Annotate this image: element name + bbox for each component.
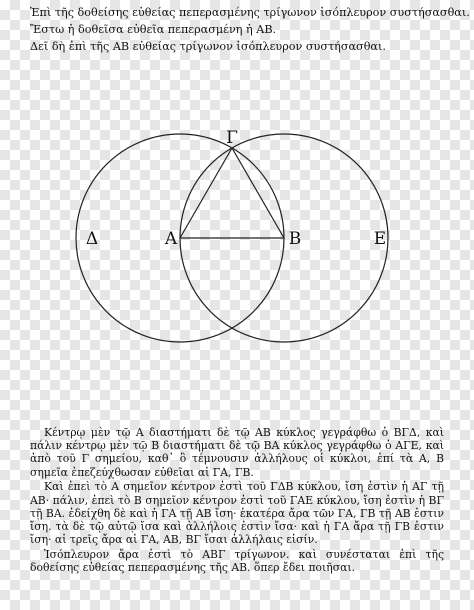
proposition-specification: Δεῖ δὴ ἐπὶ τῆς ΑΒ εὐθείας τρίγωνον ἰσόπλευρον συστήσασθαι. bbox=[30, 40, 386, 53]
proof-conclusion: Ἰσόπλευρον ἄρα ἐστὶ τὸ ΑΒΓ τρίγωνον. καὶ συνέσταται ἐπὶ τῆς δοθείσης εὐθείας πεπερασμένης τῆς ΑΒ. ὅπερ ἔδει ποιῆσαι. bbox=[30, 547, 444, 575]
segment-gb bbox=[232, 148, 284, 238]
label-delta: Δ bbox=[85, 229, 99, 249]
label-alpha: Α bbox=[164, 229, 178, 249]
segment-ga bbox=[180, 148, 232, 238]
proposition-setting-out: Ἔστω ἡ δοθεῖσα εὐθεῖα πεπερασμένη ἡ ΑΒ. bbox=[30, 23, 277, 36]
geometric-figure bbox=[0, 118, 474, 378]
label-beta: Β bbox=[288, 229, 302, 249]
proposition-statement bbox=[0, 4, 474, 55]
proof-construction: Κέντρῳ μὲν τῷ Α διαστήματι δὲ τῷ ΑΒ κύκλος γεγράφθω ὁ ΒΓΔ, καὶ πάλιν κέντρῳ μὲν τῷ Β διαστήματι δὲ τῷ ΒΑ κύκλος γεγράφθω ὁ ΑΓΕ, καὶ ἀπὸ τοῦ Γ σημείου, καθ᾽ ὃ τέμνουσιν ἀλλήλους οἱ κύκλοι, ἐπί τὰ Α, Β σημεῖα ἐπεζεύχθωσαν εὐθεῖαι αἱ ΓΑ, ΓΒ. bbox=[30, 426, 444, 479]
proof-text bbox=[30, 426, 444, 576]
label-epsilon: Ε bbox=[373, 229, 387, 249]
proof-demonstration: Καὶ ἐπεὶ τὸ Α σημεῖον κέντρον ἐστὶ τοῦ ΓΔΒ κύκλου, ἴση ἐστὶν ἡ ΑΓ τῇ ΑΒ· πάλιν, ἐπεὶ τὸ Β σημεῖον κέντρον ἐστὶ τοῦ ΓΑΕ κύκλου, ἴση ἐστὶν ἡ ΒΓ τῇ ΒΑ. ἐδείχθη δὲ καὶ ἡ ΓΑ τῇ ΑΒ ἴση· ἑκατέρα ἄρα τῶν ΓΑ, ΓΒ τῇ ΑΒ ἐστιν ἴση. τὰ δὲ τῷ αὐτῷ ἴσα καὶ ἀλλήλοις ἐστὶν ἴσα· καὶ ἡ ΓΑ ἄρα τῇ ΓΒ ἐστιν ἴση· αἱ τρεῖς ἄρα αἱ ΓΑ, ΑΒ, ΒΓ ἴσαι ἀλλήλαις εἰσίν. bbox=[30, 480, 444, 547]
proposition-enunciation: Ἐπὶ τῆς δοθείσης εὐθείας πεπερασμένης τρίγωνον ἰσόπλευρον συστήσασθαι. bbox=[30, 6, 470, 19]
label-gamma: Γ bbox=[226, 128, 238, 148]
